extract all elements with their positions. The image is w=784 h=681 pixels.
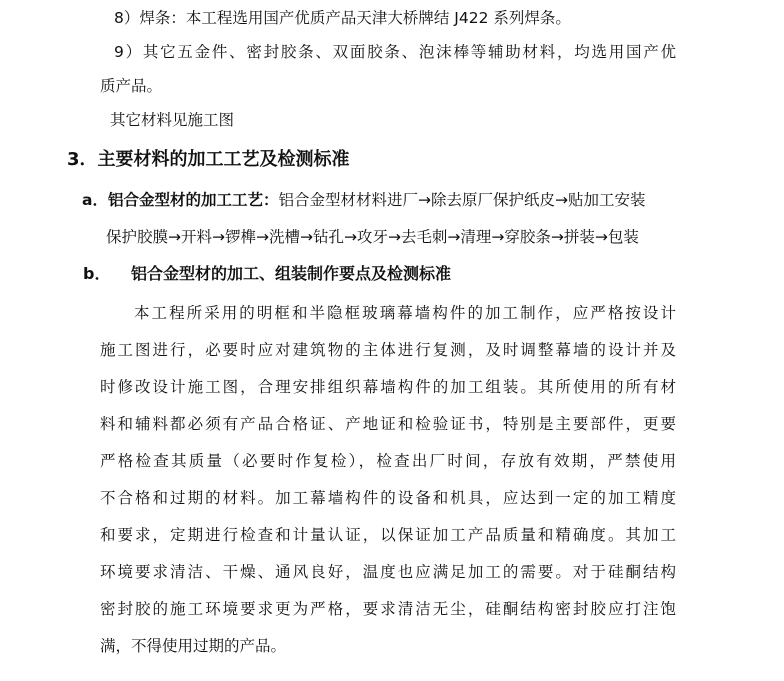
item-b-marker: b． [83,264,111,283]
paragraph-line: 密封胶的施工环境要求更为严格，要求清洁无尘，硅酮结构密封胶应打注饱 [100,600,676,618]
item-a-process-part-1: 铝合金型材材料进厂→除去原厂保护纸皮→贴加工安装 [278,191,646,209]
paragraph-line: 满，不得使用过期的产品。 [100,637,287,655]
paragraph-line: 本工程所采用的明框和半隐框玻璃幕墙构件的加工制作，应严格按设计 [134,304,676,322]
paragraph-line: 环境要求清洁、干燥、通风良好，温度也应满足加工的需要。对于硅酮结构 [100,563,676,581]
other-materials-note: 其它材料见施工图 [110,111,235,129]
item-a-line-1 [82,190,645,210]
item-9-hardware-line-1: 9）其它五金件、密封胶条、双面胶条、泡沫棒等辅助材料，均选用国产优 [114,43,676,61]
paragraph-line: 严格检查其质量（必要时作复检），检查出厂时间，存放有效期，严禁使用 [100,452,676,470]
paragraph-line: 时修改设计施工图，合理安排组织幕墙构件的加工组装。其所使用的所有材 [100,378,676,396]
item-9-hardware-line-2: 质产品。 [100,77,163,95]
item-a-marker: a． [82,191,108,209]
item-8-welding-rod: 8）焊条：本工程选用国产优质产品天津大桥牌结 J422 系列焊条。 [114,9,571,27]
section-3-heading: 3．主要材料的加工工艺及检测标准 [67,149,350,170]
paragraph-line: 施工图进行，必要时应对建筑物的主体进行复测，及时调整幕墙的设计并及 [100,341,676,359]
item-a-title: 铝合金型材的加工工艺： [107,191,279,209]
paragraph-line: 不合格和过期的材料。加工幕墙构件的设备和机具，应达到一定的加工精度 [100,489,676,507]
item-a-process-part-2: 保护胶膜→开料→锣榫→洗槽→钻孔→攻牙→去毛刺→清理→穿胶条→拼装→包装 [106,228,639,246]
item-b-title: 铝合金型材的加工、组装制作要点及检测标准 [131,264,452,283]
paragraph-line: 和要求，定期进行检查和计量认证，以保证加工产品质量和精确度。其加工 [100,526,676,544]
paragraph-line: 料和辅料都必须有产品合格证、产地证和检验证书，特别是主要部件，更要 [100,415,676,433]
